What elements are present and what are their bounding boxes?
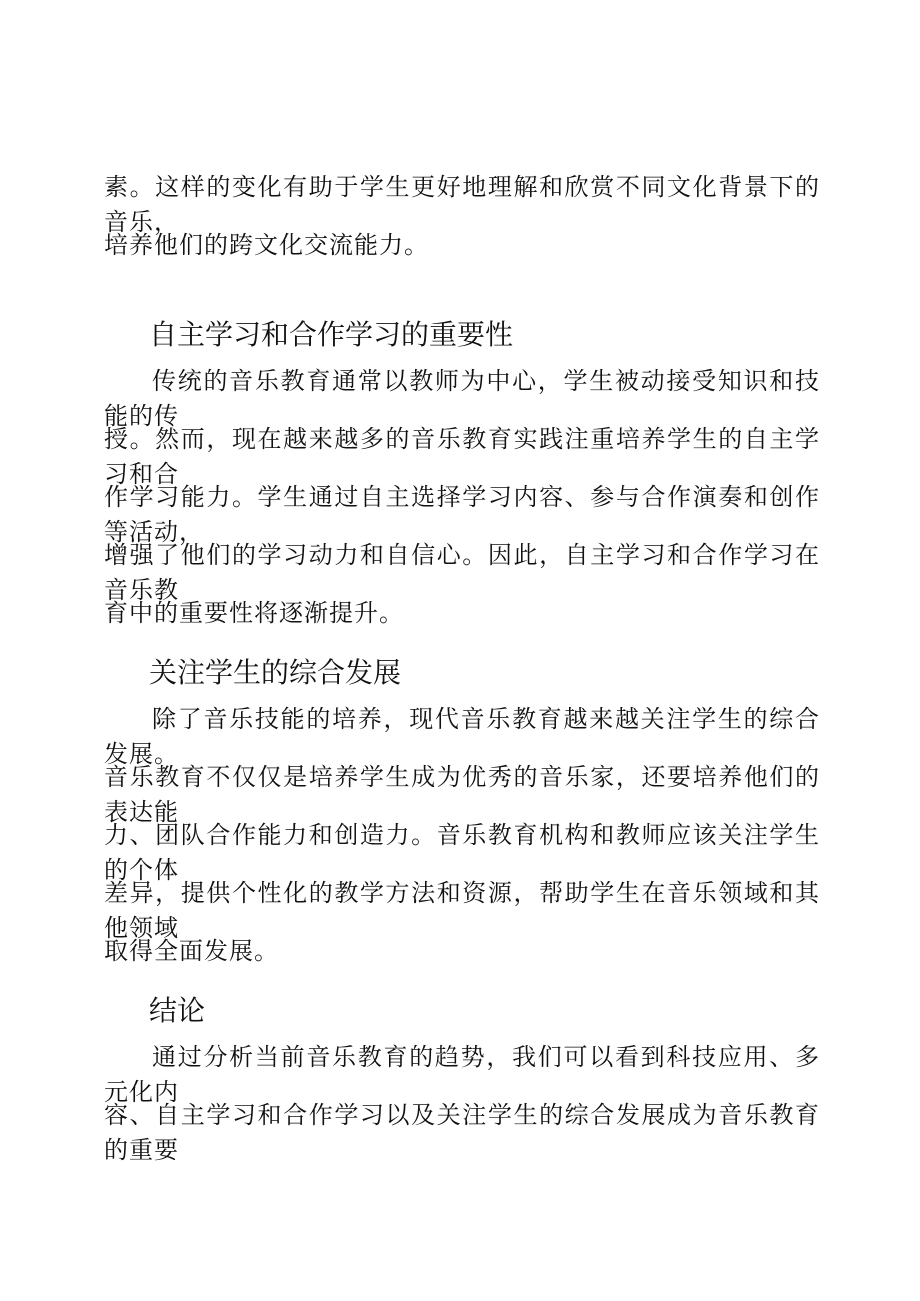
section-heading-holistic-development: 关注学生的综合发展: [149, 656, 402, 689]
text-line: 传统的音乐教育通常以教师为中心，学生被动接受知识和技能的传: [104, 367, 820, 430]
paragraph-holistic-development: [104, 702, 820, 992]
text-line: 作学习能力。学生通过自主选择学习内容、参与合作演奏和创作等活动，: [104, 483, 820, 546]
text-line: 素。这样的变化有助于学生更好地理解和欣赏不同文化背景下的音乐，: [104, 173, 820, 236]
section-heading-conclusion: 结论: [149, 994, 206, 1027]
text-line: 容、自主学习和合作学习以及关注学生的综合发展成为音乐教育的重要: [104, 1101, 820, 1164]
text-line: 育中的重要性将逐渐提升。: [104, 599, 404, 627]
text-line: 力、团队合作能力和创造力。音乐教育机构和教师应该关注学生的个体: [104, 821, 820, 884]
paragraph-conclusion: [104, 1040, 820, 1164]
text-line: 除了音乐技能的培养，现代音乐教育越来越关注学生的综合发展。: [104, 705, 820, 768]
section-heading-autonomous-learning: 自主学习和合作学习的重要性: [149, 318, 514, 351]
text-line: 增强了他们的学习动力和自信心。因此，自主学习和合作学习在音乐教: [104, 541, 820, 604]
text-line: 培养他们的跨文化交流能力。: [104, 231, 429, 259]
text-line: 通过分析当前音乐教育的趋势，我们可以看到科技应用、多元化内: [104, 1043, 820, 1106]
paragraph-intro-tail: [104, 170, 820, 286]
text-line: 取得全面发展。: [104, 937, 279, 965]
text-line: 授。然而，现在越来越多的音乐教育实践注重培养学生的自主学习和合: [104, 425, 820, 488]
text-line: 差异，提供个性化的教学方法和资源，帮助学生在音乐领域和其他领域: [104, 879, 820, 942]
paragraph-autonomous-learning: [104, 364, 820, 654]
text-line: 音乐教育不仅仅是培养学生成为优秀的音乐家，还要培养他们的表达能: [104, 763, 820, 826]
